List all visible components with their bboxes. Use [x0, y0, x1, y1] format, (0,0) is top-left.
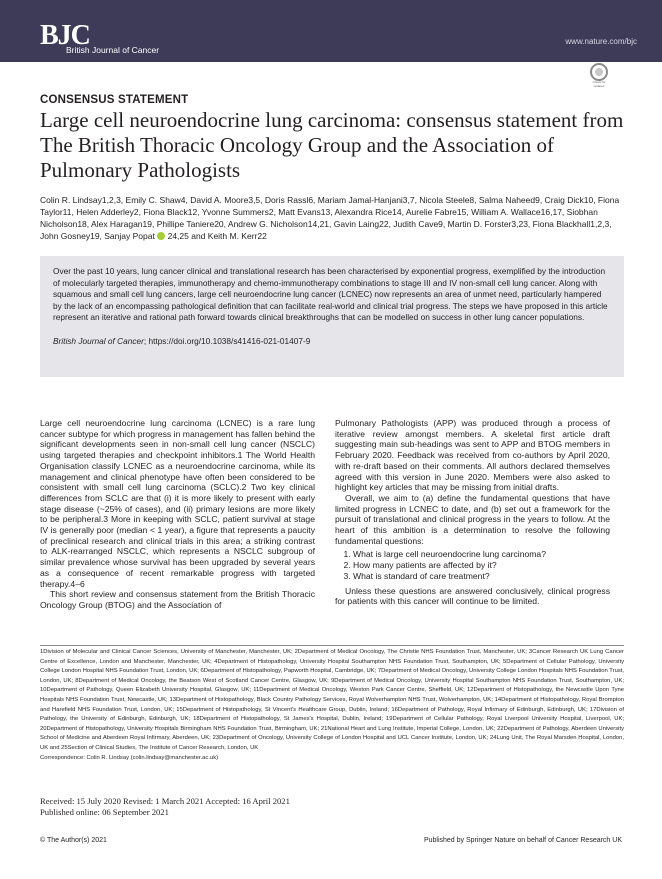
question-list — [335, 549, 610, 581]
body-paragraph: This short review and consensus statement from the British Thoracic Oncology Group (BTOG) and the Association of — [40, 589, 315, 610]
list-item: 2. How many patients are affected by it? — [353, 560, 610, 571]
affiliations — [40, 648, 624, 763]
journal-header — [0, 0, 662, 62]
article-type: CONSENSUS STATEMENT — [40, 94, 189, 106]
doi-link[interactable]: ; https://doi.org/10.1038/s41416-021-01407-9 — [143, 335, 311, 346]
check-updates-icon — [590, 63, 608, 81]
body-column-right — [335, 418, 610, 607]
correspondence[interactable]: Correspondence: Colin R. Lindsay (colin.lindsay@manchester.ac.uk) — [40, 754, 219, 761]
list-item: 1. What is large cell neuroendocrine lung carcinoma? — [353, 549, 610, 560]
affiliation-text: 1Division of Molecular and Clinical Cancer Sciences, University of Manchester, Manchester, UK; 2Department of Medical Oncology, The Christie NHS Foundation Trust, Manchester, UK; 3Cancer Research UK Lung Cancer Centre of Excellence, London and Manchester, Manchester, UK; 4Department of Histopathology, University Hospital Southampton NHS Foundation Trust, Southampton, UK; 5Department of Cellular Pathology, University College London Hospital NHS Foundation Trust, London, UK; 6Department of Histopathology, Papworth Hospital, Cambridge, UK; 7Department of Medical Oncology, University College London Hospitals NHS Foundation Trust, London, UK; 8Department of Medical Oncology, the Beatson West of Scotland Cancer Centre, Glasgow, UK; 9Department of Medical Oncology, University Hospital Southampton NHS Foundation Trust, Southampton, UK; 10Department of Pathology, Queen Elizabeth University Hospital, Glasgow, UK; 11Department of Medical Oncology, Weston Park Cancer Centre, Sheffield, UK; 12Department of Histopathology, the Newcastle Upon Tyne Hospitals NHS Foundation Trust, Newcastle, UK; 13Department of Histopathology, Black Country Pathology Services, Royal Wolverhampton NHS Trust, Wolverhampton, UK; 14Department of Histopathology, Royal Brompton and Harefield NHS Foundation Trust, London, UK; 15Department of Histopathology, St Vincent's Healthcare Group, Dublin, Ireland; 16Department of Pathology, Royal Infirmary of Edinburgh, Edinburgh, UK; 17Division of Pathology, the University of Edinburgh, Edinburgh, UK; 18Department of Histopathology, St James's Hospital, Dublin, Ireland; 19Department of Cellular Pathology, Royal Liverpool University Hospital, Liverpool, UK; 20Department of Histopathology, University Hospitals Birmingham NHS Foundation Trust, Birmingham, UK; 21National Heart and Lung Institute, Imperial College, London, UK; 22Department of Pathology, Aberdeen University School of Medicine and Aberdeen Royal Infirmary, Aberdeen, UK; 23Department of Oncology, University College of London Hospital and UCL Cancer Institute, London, UK; 24Lung Unit, The Royal Marsden Hospital, London, UK and 25Section of Clinical Studies, The Institute of Cancer Research, London, UK — [40, 649, 624, 751]
body-paragraph: Unless these questions are answered conclusively, clinical progress for patients with this cancer will continue to be limited. — [335, 585, 610, 607]
copyright: © The Author(s) 2021 — [40, 837, 107, 844]
body-paragraph: Overall, we aim to (a) define the fundamental questions that have limited progress in LCNEC to date, and (b) set out a framework for the pursuit of translational and clinical progress in the years to follow. At the heart of this ambition is a determination to resolve the following fundamental questions: — [335, 492, 610, 546]
citation-line — [53, 336, 612, 348]
list-item: 3. What is standard of care treatment? — [353, 571, 610, 582]
check-updates-label: Check for updates — [592, 80, 606, 88]
citation-journal: British Journal of Cancer — [53, 335, 144, 346]
body-paragraph: Large cell neuroendocrine lung carcinoma (LCNEC) is a rare lung cancer subtype for which progress in management has fallen behind the significant developments seen in non-small cell lung cancer (NSCLC) using targeted therapies and checkpoint inhibitors.1 The World Health Organisation classify LCNEC as a neuroendocrine carcinoma, while its management and clinical phenotype have often been considered to be consistent with small cell lung carcinoma (SCLC).2 Two key clinical differences from SCLC are that (i) it is more likely to present with early stage disease (~25% of cases), and (ii) primary lesions are more likely to be peripheral.3 More in keeping with SCLC, patient survival at stage IV is generally poor (median < 1 year), a figure that represents a paucity of preclinical research and clinical trials in this area; a striking contrast to ALK-rearranged NSCLC, which represents a NSCLC subgroup of similar prevalence whose survival has been upgraded by several years as a consequence of recent remarkable progress with targeted therapy.4–6 — [40, 418, 315, 589]
divider — [40, 645, 624, 646]
article-dates — [40, 796, 290, 817]
body-column-left — [40, 418, 315, 611]
journal-logo[interactable]: BJC — [40, 20, 90, 51]
journal-name: British Journal of Cancer — [66, 45, 160, 55]
abstract-text: Over the past 10 years, lung cancer clinical and translational research has been characterised by exponential progress, exemplified by the introduction of molecularly targeted therapies, immunotherapy and chemo-immunotherapy combinations to stage III and IV non-small cell lung cancer. Along with squamous and small cell lung cancers, large cell neuroendocrine lung cancer (LCNEC) now represents an area of unmet need, particularly hampered by the lack of an encompassing pathological definition that can facilitate real-world and clinical trial progress. The steps we have proposed in this article represent an iterative and rational path forward towards clinical breakthroughs that can be modelled on success in other lung cancer populations. — [53, 266, 608, 322]
published-date: Published online: 06 September 2021 — [40, 806, 169, 817]
author-list — [40, 194, 625, 242]
body-paragraph: Pulmonary Pathologists (APP) was produced through a process of iterative review amongst members. A skeletal first article draft suggesting main sub-headings was sent to APP and BTOG members in February 2020. Feedback was received from co-authors by April 2020, with re-draft based on their comments. All authors declared themselves agreed with this version in June 2020. Members were also asked to highlight key articles that may be missing from initial drafts. — [335, 418, 610, 493]
publisher-note: Published by Springer Nature on behalf of Cancer Research UK — [423, 837, 622, 844]
article-title: Large cell neuroendocrine lung carcinoma: consensus statement from The British Thoracic Oncology Group and the Association of Pulmonary Pathologists — [40, 108, 624, 182]
orcid-icon[interactable] — [157, 232, 165, 240]
abstract-box — [40, 256, 624, 377]
author-names: Colin R. Lindsay1,2,3, Emily C. Shaw4, David A. Moore3,5, Doris Rassl6, Mariam Jamal-Hanjani3,7, Nicola Steele8, Salma Naheed9, Craig Dick10, Fiona Taylor11, Helen Adderley2, Fiona Black12, Yvonne Summers2, Matt Evans13, Alexandra Rice14, Aurelie Fabre15, William A. Wallace16,17, Siobhan Nicholson18, Alex Haragan19, Phillipe Taniere20, Andrew G. Nicholson14,21, Gavin Laing22, Judith Cave9, Martin D. Forster3,23, Fiona Blackhall1,2,3, John Gosney19, Sanjay Popat — [40, 195, 620, 241]
received-dates: Received: 15 July 2020 Revised: 1 March 2021 Accepted: 16 April 2021 — [40, 796, 290, 806]
journal-url-link[interactable]: www.nature.com/bjc — [565, 37, 637, 46]
author-names-end: 24,25 and Keith M. Kerr22 — [167, 231, 267, 241]
check-for-updates-button[interactable] — [588, 63, 610, 87]
